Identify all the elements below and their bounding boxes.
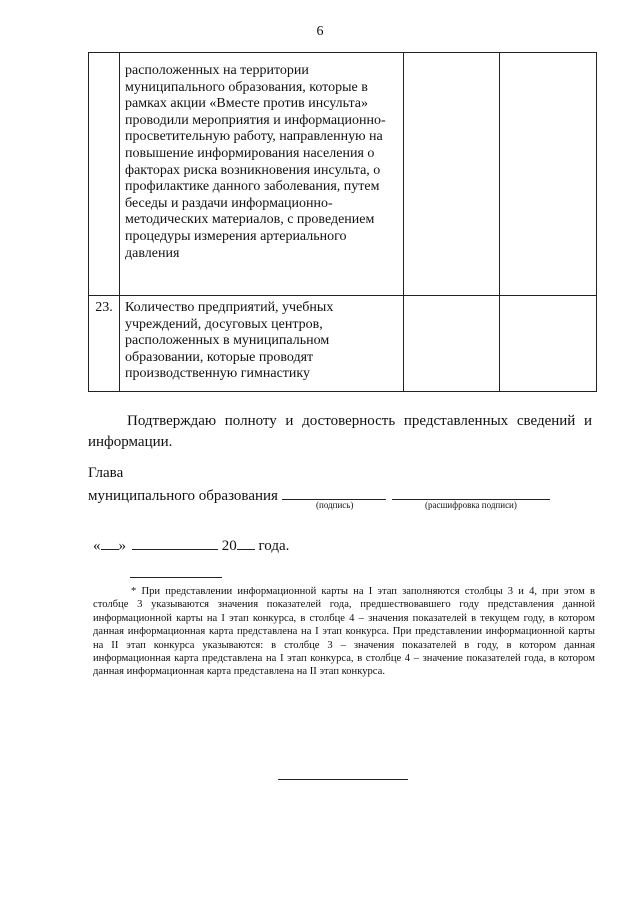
row-number-cell xyxy=(89,53,120,296)
signature-field xyxy=(282,485,386,500)
indicators-table xyxy=(88,52,597,392)
date-suffix: года. xyxy=(258,538,290,554)
signature-decode-caption: (расшифровка подписи) xyxy=(425,500,517,510)
table-row xyxy=(89,53,597,296)
indicator-description-cell: Количество предприятий, учебных учреждений, досуговых центров, расположенных в муниципальном образовании, которые проводят производственную гимнастику xyxy=(120,296,404,392)
column-3-value-cell xyxy=(404,53,500,296)
date-month-field xyxy=(132,535,218,550)
date-open-quote: « xyxy=(93,538,101,554)
date-year-field xyxy=(237,535,255,550)
head-label: Глава xyxy=(88,465,124,481)
date-row xyxy=(93,535,289,557)
municipality-label: муниципального образования xyxy=(88,488,278,504)
date-century: 20 xyxy=(221,538,237,554)
signature-caption: (подпись) xyxy=(316,500,354,510)
signature-decode-field xyxy=(392,485,550,500)
row-number-cell: 23. xyxy=(89,296,120,392)
indicator-description-cell: расположенных на территории муниципального образования, которые в рамках акции «Вместе против инсульта» проводили мероприятия и информационно-просветительную работу, направленную на повышение информирования населения о факторах риска возникновения инсульта, о профилактике данного заболевания, путем беседы и раздачи информационно-методических материалов, с проведением процедуры измерения артериального давления xyxy=(120,53,404,296)
column-4-value-cell xyxy=(500,296,597,392)
date-day-field xyxy=(101,535,119,550)
column-4-value-cell xyxy=(500,53,597,296)
footnote: * При представлении информационной карты на I этап заполняются столбцы 3 и 4, при этом в столбце 3 указываются значения показателей года, предшествовавшего году представления данной информационной карты на I этап конкурса, в столбце 4 – значения показателей в текущем году, в котором данная информационная карта представлена на I этап конкурса. При представлении информационной карты на II этап конкурса указываются: в столбце 3 – значения показателей в году, в котором данная информационная карта представлена на I этап конкурса, в столбце 4 – значение показателей года, в котором данная информационная карта представлена на II этап конкурса. xyxy=(93,586,595,678)
confirmation-statement: Подтверждаю полноту и достоверность представленных сведений и информации. xyxy=(88,413,592,450)
bottom-separator-line xyxy=(278,779,408,780)
date-close-quote: » xyxy=(118,538,126,554)
footnote-separator xyxy=(130,577,222,578)
table-row xyxy=(89,296,597,392)
page-number: 6 xyxy=(316,24,324,39)
column-3-value-cell xyxy=(404,296,500,392)
